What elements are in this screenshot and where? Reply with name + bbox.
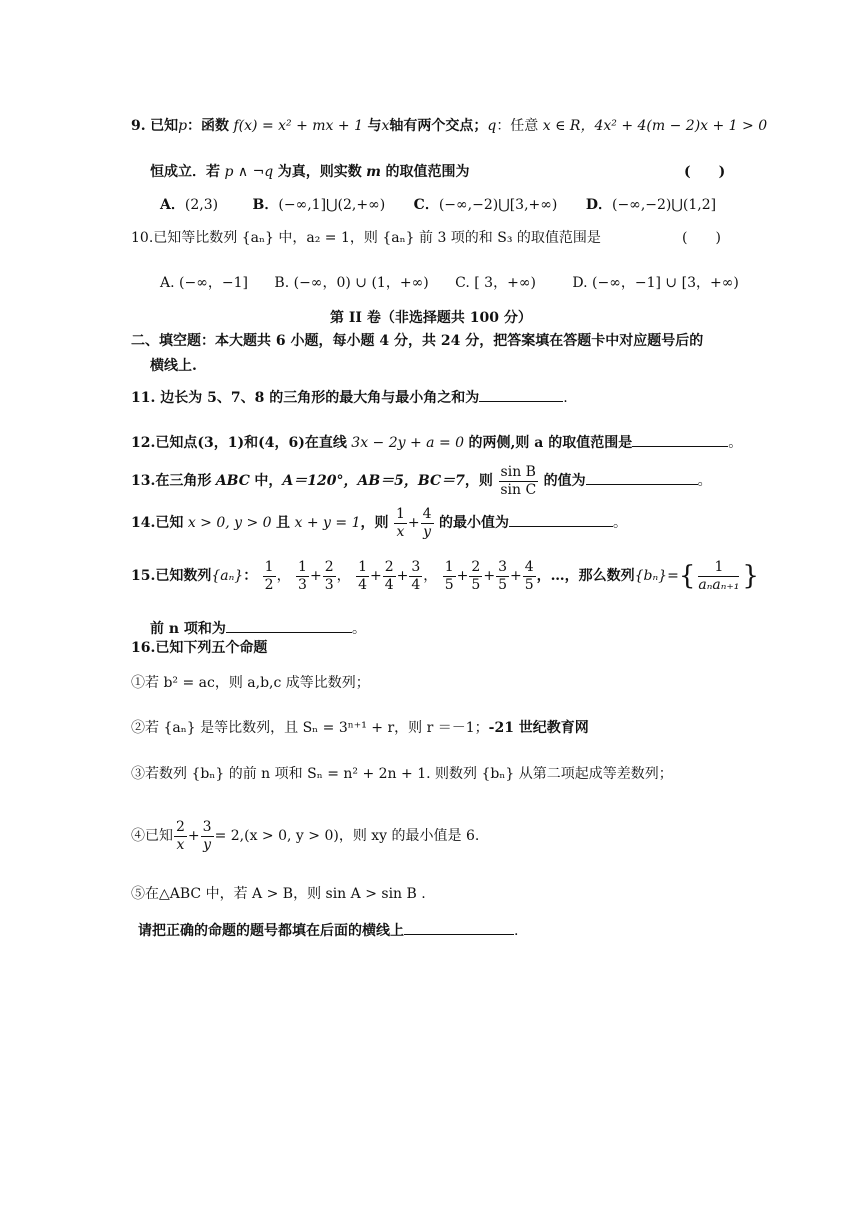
q12-text: 12.已知点(3，1)和(4，6)在直线 — [131, 435, 347, 451]
q13-answer-blank[interactable] — [586, 470, 698, 485]
q15-brace-left: { — [678, 561, 696, 591]
q9-var-q: q — [487, 118, 497, 134]
q15-end: 。 — [351, 621, 366, 637]
q15: 15.已知数列{aₙ}： $\frac{1}{2}$ ， $\frac{1}{3}$ + $\frac{2}{3}$ ， $\frac{1}{4}$ + $\frac{2}{4}$ + $\frac{3}{4}$ ， $\frac{1}{5}$ + $\frac{2}{5}$ + $\frac{3}{5}$ + $\frac{4}{5}$ ，…，那么数列{bₙ}={ $\frac{1}{\text{aₙaₙ₊₁}}$ } — [131, 558, 759, 593]
q10-option-a: A. (−∞，−1] — [160, 275, 248, 291]
q10-stem: 10.已知等比数列 {aₙ} 中，a₂ = 1，则 {aₙ} 前 3 项的和 S₃ 的取值范围是 — [131, 230, 601, 246]
q9-option-d: (−∞,−2)⋃(1,2] — [611, 197, 717, 213]
q16-proposition-4-rest: = 2,(x > 0, y > 0)，则 xy 的最小值是 6. — [214, 828, 480, 844]
q12 — [131, 432, 742, 453]
q10-option-c: C. [ 3，+∞) — [455, 275, 536, 291]
q15-num: 2 — [471, 558, 481, 575]
q13-numerator: sin B — [500, 463, 536, 480]
q14-text: 且 — [276, 515, 291, 531]
q15-term — [409, 559, 422, 594]
q15-term — [383, 559, 396, 594]
q15-sequence-a: {aₙ} — [211, 568, 244, 584]
q9-answer-paren: ( ) — [684, 164, 726, 180]
q14-condition: x > 0, y > 0 — [187, 515, 272, 531]
q15-den: 5 — [444, 576, 454, 593]
q14-num-1: 1 — [395, 505, 405, 522]
q15-b-fraction — [696, 559, 741, 594]
q9-var-x: x — [381, 118, 390, 134]
q9-text: 已知 — [150, 118, 179, 134]
q13-text: ，则 — [464, 473, 493, 489]
q14-den-1: x — [396, 523, 405, 540]
q9-var-p: p — [178, 118, 188, 134]
q15-den: 5 — [471, 576, 481, 593]
q14-answer-blank[interactable] — [509, 512, 613, 527]
q14 — [131, 505, 627, 541]
q12-answer-blank[interactable] — [632, 432, 728, 447]
q13 — [131, 463, 712, 499]
q15-num: 4 — [524, 558, 534, 575]
q15-num: 2 — [324, 558, 334, 575]
q16-p4-den-2: y — [203, 836, 212, 853]
q13-fraction — [498, 464, 538, 499]
q16-heading: 16.已知下列五个命题 — [131, 640, 268, 656]
q15-num: 1 — [444, 558, 454, 575]
q15-num: 1 — [298, 558, 307, 575]
q10-option-d: D. (−∞，−1] ∪ [3，+∞) — [572, 275, 739, 291]
q15-brace-right: } — [742, 561, 759, 591]
q14-text: 14.已知 — [131, 515, 184, 531]
q13-triangle: ABC — [215, 473, 250, 489]
q14-plus: + — [407, 515, 420, 531]
q15-line2 — [150, 618, 366, 639]
q15-den: 3 — [324, 576, 334, 593]
q15-den: 5 — [524, 576, 534, 593]
q15-num: 3 — [498, 558, 507, 575]
q16-p4-num-1: 2 — [176, 818, 185, 835]
q9-text: 为真，则实数 — [277, 164, 362, 180]
q15-den: 4 — [411, 576, 421, 593]
q9-line2 — [150, 162, 469, 182]
q15-term — [323, 559, 336, 594]
q9-inequality: ，4x² + 4(m − 2)x + 1 > 0 — [580, 118, 768, 134]
q9-text: ：任意 — [496, 118, 539, 134]
q9-option-b-label: B． — [252, 197, 279, 213]
q9-option-d-label: D． — [585, 197, 612, 213]
q15-term — [443, 559, 456, 594]
q9-condition: x ∈ R — [542, 118, 581, 134]
q15-den: 4 — [384, 576, 394, 593]
q15-b-den: aₙaₙ₊₁ — [698, 576, 740, 593]
q15-b-num: 1 — [698, 559, 739, 577]
q15-colon: ： — [243, 568, 258, 584]
q15-term — [469, 559, 482, 594]
q16-proposition-4 — [131, 816, 479, 856]
q9-options — [160, 195, 716, 215]
q10-option-b: B. (−∞，0) ∪ (1，+∞) — [274, 275, 429, 291]
q15-text: 前 n 项和为 — [150, 621, 226, 637]
q14-end: 。 — [612, 515, 627, 531]
q16-answer-blank[interactable] — [404, 920, 514, 935]
q9-text: 恒成立．若 — [150, 164, 220, 180]
q10-answer-paren: ( ) — [682, 230, 721, 246]
q14-fraction-2 — [421, 506, 434, 541]
q15-equals: = — [667, 568, 679, 584]
q15-term — [356, 559, 369, 594]
q13-denominator: sin C — [500, 481, 537, 498]
q16-p4-plus: + — [187, 828, 200, 844]
part-two-title: 第 II 卷（非选择题共 100 分） — [330, 310, 532, 326]
q15-num: 3 — [411, 558, 421, 575]
q14-den-2: y — [423, 523, 432, 540]
q9-option-c: (−∞,−2)⋃[3,+∞) — [438, 197, 558, 213]
q13-given: A＝120°，AB＝5，BC＝7 — [282, 473, 465, 489]
q16-p4-den-1: x — [176, 836, 185, 853]
q16-p4-fraction-2 — [201, 819, 214, 854]
q15-num: 1 — [358, 558, 367, 575]
q16-p4-fraction-1 — [174, 819, 187, 854]
q15-den: 4 — [358, 576, 367, 593]
q15-term — [296, 559, 309, 594]
q16-instruction-text: 请把正确的命题的题号都填在后面的横线上 — [138, 923, 404, 939]
q15-text: ，…，那么数列 — [536, 568, 635, 584]
q16-proposition-2-text: ②若 {aₙ} 是等比数列，且 Sₙ = 3ⁿ⁺¹ + r，则 r ＝－1； — [131, 720, 489, 736]
q11-answer-blank[interactable] — [479, 387, 563, 402]
q9-var-m: m — [366, 164, 381, 180]
q16-instruction — [138, 920, 518, 941]
q16-proposition-1: ①若 b² = ac，则 a,b,c 成等比数列； — [131, 675, 370, 691]
q9-text: ：函数 — [187, 118, 230, 134]
section-two-heading: 二、填空题：本大题共 6 小题，每小题 4 分，共 24 分，把答案填在答题卡中对应题号后的 — [131, 333, 704, 349]
q10-options — [160, 273, 739, 293]
q14-text: ，则 — [360, 515, 389, 531]
q13-text: 中， — [254, 473, 283, 489]
q9-function: f(x) = x² + mx + 1 — [233, 118, 363, 134]
q9-number: 9. — [131, 118, 146, 134]
q16-proposition-2 — [131, 718, 589, 738]
q16-end: . — [514, 923, 519, 939]
q13-text: 13.在三角形 — [131, 473, 212, 489]
q16-proposition-4-text: ④已知 — [131, 828, 173, 844]
q16-watermark-text: -21 世纪教育网 — [488, 720, 589, 736]
q9-logic: p ∧ ¬q — [224, 164, 274, 180]
q15-den: 3 — [298, 576, 307, 593]
q12-end: 。 — [728, 435, 743, 451]
q13-end: 。 — [697, 473, 712, 489]
q11-text: 11. 边长为 5、7、8 的三角形的最大角与最小角之和为 — [131, 390, 480, 406]
q16-proposition-3: ③若数列 {bₙ} 的前 n 项和 Sₙ = n² + 2n + 1. 则数列 {bₙ} 从第二项起成等差数列； — [131, 766, 673, 782]
q15-den: 2 — [264, 576, 274, 593]
q12-text: 的两侧,则 a 的取值范围是 — [468, 435, 633, 451]
q14-sum: x + y = 1 — [294, 515, 361, 531]
q15-sequence-b: {bₙ} — [634, 568, 668, 584]
q9-option-b: (−∞,1]⋃(2,+∞) — [278, 197, 386, 213]
q15-den: 5 — [498, 576, 507, 593]
q9-option-c-label: C． — [413, 197, 439, 213]
q13-text: 的值为 — [543, 473, 586, 489]
q16-p4-num-2: 3 — [202, 818, 212, 835]
q15-num: 2 — [384, 558, 394, 575]
q16-proposition-5: ⑤在△ABC 中，若 A > B，则 sin A > sin B . — [131, 886, 426, 902]
q9-text: 与 — [367, 118, 382, 134]
q9-option-a: (2,3) — [184, 197, 219, 213]
q11-end: . — [563, 390, 568, 406]
q11 — [131, 387, 568, 408]
q15-term — [523, 559, 536, 594]
q14-text: 的最小值为 — [438, 515, 509, 531]
q9-text: 轴有两个交点； — [389, 118, 488, 134]
q15-num: 1 — [264, 558, 274, 575]
section-two-heading-cont: 横线上. — [150, 358, 197, 374]
q15-term — [263, 559, 276, 594]
q9-option-a-label: A． — [160, 197, 185, 213]
q15-answer-blank[interactable] — [226, 618, 352, 633]
q9-text: 的取值范围为 — [385, 164, 470, 180]
q9-line1 — [131, 116, 767, 136]
q14-fraction-1 — [394, 506, 407, 541]
q12-line-equation: 3x − 2y + a = 0 — [351, 435, 465, 451]
q15-text: 15.已知数列 — [131, 568, 212, 584]
q14-num-2: 4 — [422, 505, 432, 522]
q15-term — [496, 559, 509, 594]
